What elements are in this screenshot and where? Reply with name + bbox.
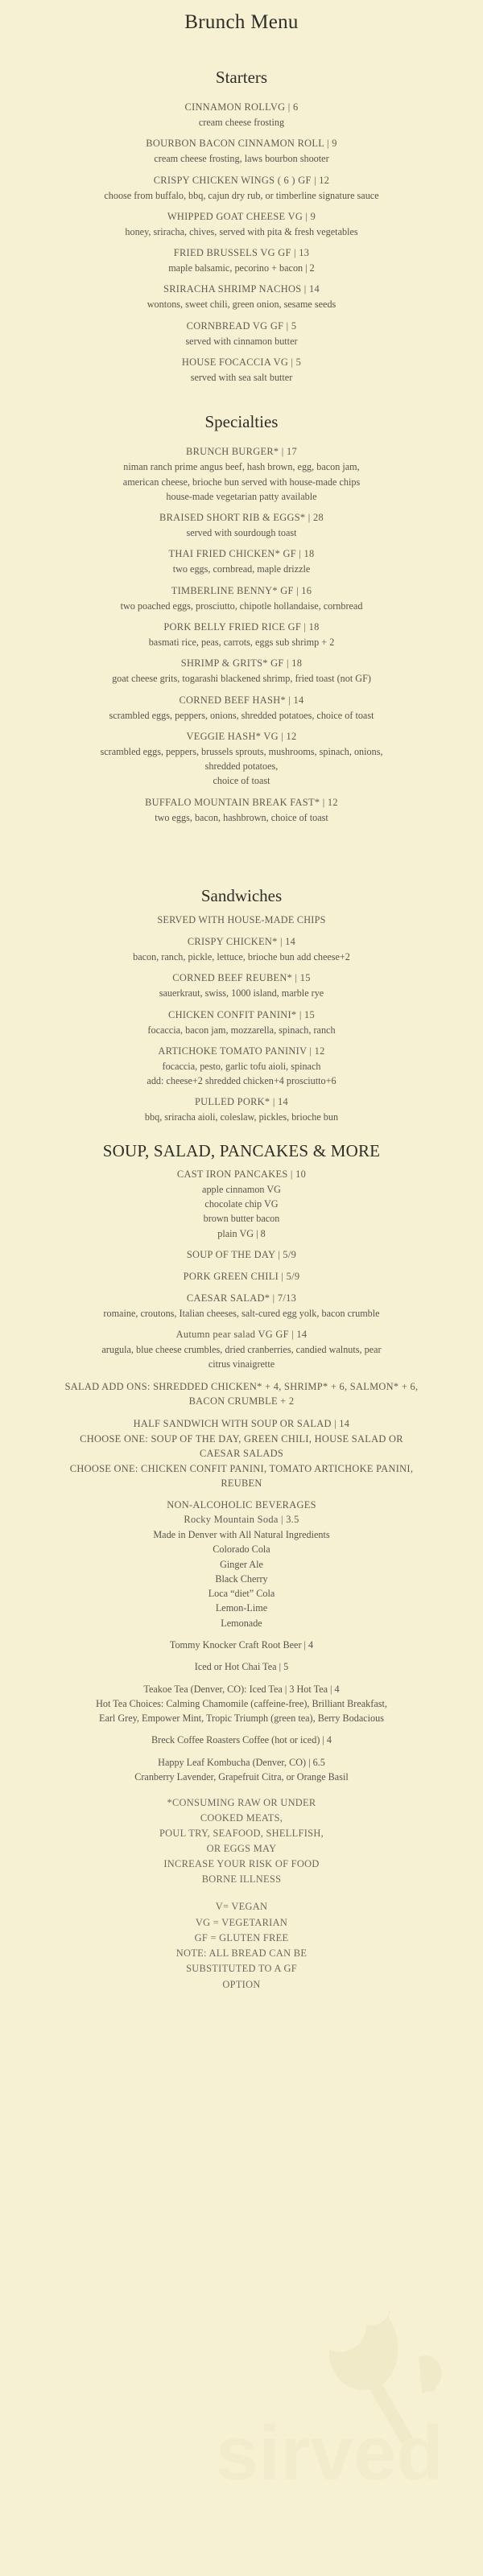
menu-item-desc: plain VG | 8 bbox=[217, 1227, 266, 1239]
half-sandwich-line: CHOOSE ONE: CHICKEN CONFIT PANINI, TOMATO ARTICHOKE PANINI, bbox=[69, 1462, 414, 1474]
section-beverages bbox=[0, 1491, 483, 1784]
menu-item-desc: chocolate chip VG bbox=[204, 1197, 279, 1210]
beverage-name: Teakoe Tea (Denver, CO): Iced Tea | 3 Hot Tea | 4 bbox=[143, 1683, 340, 1695]
beverage-desc: Loca “diet” Cola bbox=[208, 1588, 275, 1600]
beverage-desc: Cranberry Lavender, Grapefruit Citra, or Orange Basil bbox=[134, 1771, 349, 1783]
menu-item-desc: cream cheese frosting, laws bourbon shooter bbox=[154, 153, 329, 165]
menu-item bbox=[0, 613, 483, 649]
menu-item bbox=[0, 540, 483, 576]
menu-item bbox=[0, 789, 483, 825]
menu-item-name: VEGGIE HASH* VG | 12 bbox=[186, 730, 297, 742]
menu-item-desc: basmati rice, peas, carrots, eggs sub shrimp + 2 bbox=[148, 636, 335, 648]
menu-item bbox=[0, 1241, 483, 1263]
disclaimer-line: OR EGGS MAY bbox=[206, 1842, 277, 1854]
beverage-item bbox=[0, 1725, 483, 1747]
half-sandwich-line: REUBEN bbox=[221, 1478, 262, 1490]
section-heading-sandwiches: Sandwiches bbox=[200, 885, 283, 905]
legend-line: SUBSTITUTED TO A GF bbox=[186, 1963, 297, 1975]
menu-item bbox=[0, 438, 483, 504]
disclaimer-line: BORNE ILLNESS bbox=[201, 1873, 282, 1885]
menu-item bbox=[0, 1037, 483, 1089]
section-sandwiches bbox=[0, 859, 483, 1125]
menu-item-name: CORNED BEEF HASH* | 14 bbox=[179, 694, 304, 706]
section-subtitle-sandwiches: SERVED WITH HOUSE-MADE CHIPS bbox=[157, 913, 326, 925]
menu-item-desc: served with cinnamon butter bbox=[185, 335, 298, 347]
menu-item bbox=[0, 93, 483, 130]
beverage-item bbox=[0, 1652, 483, 1674]
menu-item-desc: add: cheese+2 shredded chicken+4 prosciutto+6 bbox=[147, 1075, 336, 1087]
menu-item-desc: brown butter bacon bbox=[203, 1213, 280, 1225]
menu-item-name: WHIPPED GOAT CHEESE VG | 9 bbox=[167, 210, 316, 222]
menu-item-name: FRIED BRUSSELS VG GF | 13 bbox=[173, 247, 310, 259]
menu-item-desc: choice of toast bbox=[213, 775, 270, 787]
menu-item-desc: sauerkraut, swiss, 1000 island, marble rye bbox=[159, 987, 324, 999]
salad-add-ons-line: BACON CRUMBLE + 2 bbox=[188, 1395, 295, 1408]
svg-text:sirved: sirved bbox=[216, 2410, 444, 2496]
menu-item-name: CHICKEN CONFIT PANINI* | 15 bbox=[168, 1008, 315, 1020]
half-sandwich-line: CAESAR SALADS bbox=[199, 1448, 284, 1460]
menu-item bbox=[0, 1001, 483, 1037]
half-sandwich-line: HALF SANDWICH WITH SOUP OR SALAD | 14 bbox=[133, 1417, 350, 1429]
menu-item bbox=[0, 275, 483, 311]
beverage-desc: Made in Denver with All Natural Ingredients bbox=[153, 1528, 330, 1540]
menu-item-desc: maple balsamic, pecorino + bacon | 2 bbox=[168, 262, 315, 274]
menu-item bbox=[0, 577, 483, 613]
menu-item-name: TIMBERLINE BENNY* GF | 16 bbox=[171, 584, 312, 596]
disclaimer-block bbox=[0, 1784, 483, 1886]
menu-item bbox=[0, 1284, 483, 1321]
menu-item-name: CAST IRON PANCAKES | 10 bbox=[176, 1168, 307, 1180]
salad-add-ons-line: SALAD ADD ONS: SHREDDED CHICKEN* + 4, SHRIMP* + 6, SALMON* + 6, bbox=[64, 1380, 419, 1392]
page-title: Brunch Menu bbox=[184, 11, 299, 33]
menu-item-desc: two eggs, cornbread, maple drizzle bbox=[172, 563, 311, 575]
menu-item bbox=[0, 649, 483, 686]
menu-item-name: PORK GREEN CHILI | 5/9 bbox=[183, 1270, 300, 1282]
menu-item bbox=[0, 723, 483, 789]
menu-item-desc: two eggs, bacon, hashbrown, choice of toast bbox=[155, 811, 328, 823]
sirved-watermark bbox=[216, 2310, 481, 2520]
menu-item-desc: choose from buffalo, bbq, cajun dry rub, or timberline signature sauce bbox=[104, 189, 379, 201]
disclaimer-line: COOKED MEATS, bbox=[200, 1812, 283, 1824]
menu-item bbox=[0, 1164, 483, 1241]
menu-item-name: CAESAR SALAD* | 7/13 bbox=[186, 1292, 297, 1304]
section-spacer bbox=[0, 825, 483, 859]
menu-item-name: CRISPY CHICKEN* | 14 bbox=[187, 935, 296, 947]
menu-item-desc: bacon, ranch, pickle, lettuce, brioche bun add cheese+2 bbox=[133, 950, 350, 962]
menu-item bbox=[0, 167, 483, 203]
section-heading-beverages: NON-ALCOHOLIC BEVERAGES bbox=[167, 1498, 316, 1511]
menu-item-desc: american cheese, brioche bun served with house-made chips bbox=[122, 476, 361, 488]
section-soup-salad-pancakes bbox=[0, 1125, 483, 1491]
section-heading-starters: Starters bbox=[215, 68, 268, 87]
disclaimer-line: POUL TRY, SEAFOOD, SHELLFISH, bbox=[159, 1828, 324, 1840]
section-specialties bbox=[0, 385, 483, 825]
beverage-name: Tommy Knocker Craft Root Beer | 4 bbox=[169, 1638, 314, 1651]
section-starters bbox=[0, 40, 483, 385]
menu-item-name: CINNAMON ROLLVG | 6 bbox=[184, 101, 299, 113]
menu-item-desc: cream cheese frosting bbox=[198, 116, 285, 128]
menu-item-name: PULLED PORK* | 14 bbox=[194, 1096, 288, 1108]
beverages-heading-wrap bbox=[0, 1491, 483, 1630]
menu-item-desc: focaccia, pesto, garlic tofu aioli, spinach bbox=[162, 1060, 321, 1072]
menu-item-desc: house-made vegetarian patty available bbox=[166, 490, 317, 502]
menu-item-desc: served with sourdough toast bbox=[186, 527, 297, 539]
menu-item-desc: niman ranch prime angus beef, hash brown, egg, bacon jam, bbox=[123, 461, 360, 473]
menu-item bbox=[0, 312, 483, 348]
menu-item-desc: served with sea salt butter bbox=[190, 371, 293, 383]
beverage-item bbox=[0, 1748, 483, 1785]
menu-item-desc: goat cheese grits, togarashi blackened shrimp, fried toast (not GF) bbox=[112, 673, 371, 685]
legend-line: V= VEGAN bbox=[215, 1901, 268, 1913]
menu-item bbox=[0, 964, 483, 1000]
beverage-desc: Colorado Cola bbox=[213, 1544, 270, 1556]
menu-item-name: CRISPY CHICKEN WINGS ( 6 ) GF | 12 bbox=[153, 174, 330, 186]
menu-item-desc: scrambled eggs, peppers, brussels sprouts, mushrooms, spinach, onions, bbox=[100, 745, 383, 757]
menu-item-desc: two poached eggs, prosciutto, chipotle hollandaise, cornbread bbox=[120, 600, 363, 612]
half-sandwich-line: CHOOSE ONE: SOUP OF THE DAY, GREEN CHILI, HOUSE SALAD OR bbox=[80, 1432, 403, 1445]
menu-item-name: HOUSE FOCACCIA VG | 5 bbox=[181, 356, 302, 368]
menu-item-name: ARTICHOKE TOMATO PANINIV | 12 bbox=[158, 1045, 325, 1057]
legend-line: OPTION bbox=[222, 1978, 261, 1990]
menu-item-name: CORNBREAD VG GF | 5 bbox=[186, 319, 297, 332]
legend-line: NOTE: ALL BREAD CAN BE bbox=[175, 1947, 308, 1960]
menu-item-name: SRIRACHA SHRIMP NACHOS | 14 bbox=[163, 283, 320, 295]
beverage-desc: Hot Tea Choices: Calming Chamomile (caffeine-free), Brilliant Breakfast, bbox=[96, 1697, 387, 1709]
menu-item-name: Autumn pear salad VG GF | 14 bbox=[175, 1329, 308, 1341]
beverage-name: Iced or Hot Chai Tea | 5 bbox=[194, 1661, 289, 1673]
menu-item-desc: wontons, sweet chili, green onion, sesame seeds bbox=[147, 299, 336, 311]
legend-line: VG = VEGETARIAN bbox=[195, 1916, 288, 1928]
menu-item bbox=[0, 504, 483, 540]
menu-item bbox=[0, 130, 483, 166]
menu-item-desc: shredded potatoes, bbox=[204, 760, 279, 773]
menu-item-name: BRAISED SHORT RIB & EGGS* | 28 bbox=[159, 512, 324, 524]
menu-item bbox=[0, 203, 483, 239]
menu-item-name: BOURBON BACON CINNAMON ROLL | 9 bbox=[146, 138, 337, 150]
menu-item bbox=[0, 1088, 483, 1124]
disclaimer-line: INCREASE YOUR RISK OF FOOD bbox=[163, 1857, 320, 1869]
beverage-desc: Lemon-Lime bbox=[215, 1602, 268, 1614]
menu-item-name: PORK BELLY FRIED RICE GF | 18 bbox=[163, 620, 320, 633]
menu-item-desc: citrus vinaigrette bbox=[208, 1358, 275, 1370]
half-sandwich-block bbox=[0, 1409, 483, 1491]
section-heading-specialties: Specialties bbox=[204, 412, 279, 432]
menu-item-name: THAI FRIED CHICKEN* GF | 18 bbox=[168, 548, 315, 560]
menu-item-desc: apple cinnamon VG bbox=[202, 1183, 281, 1195]
menu-item bbox=[0, 928, 483, 964]
beverage-desc: Ginger Ale bbox=[220, 1558, 263, 1570]
menu-item-desc: scrambled eggs, peppers, onions, shredded potatoes, choice of toast bbox=[109, 709, 374, 721]
menu-item-desc: honey, sriracha, chives, served with pita & fresh vegetables bbox=[125, 225, 358, 237]
beverage-name: Rocky Mountain Soda | 3.5 bbox=[184, 1513, 299, 1525]
menu-item bbox=[0, 1321, 483, 1372]
beverage-desc: Earl Grey, Empower Mint, Tropic Triumph (green tea), Berry Bodacious bbox=[99, 1713, 384, 1725]
menu-item-desc: focaccia, bacon jam, mozzarella, spinach, ranch bbox=[147, 1024, 336, 1036]
menu-item bbox=[0, 348, 483, 385]
section-heading-soup-salad-pancakes: SOUP, SALAD, PANCAKES & MORE bbox=[102, 1140, 381, 1160]
menu-item-name: CORNED BEEF REUBEN* | 15 bbox=[172, 972, 311, 984]
menu-item-name: BUFFALO MOUNTAIN BREAK FAST* | 12 bbox=[145, 796, 338, 808]
menu-item-name: SOUP OF THE DAY | 5/9 bbox=[186, 1248, 297, 1260]
menu-item bbox=[0, 239, 483, 275]
beverage-item bbox=[0, 1675, 483, 1726]
menu-item-name: BRUNCH BURGER* | 17 bbox=[186, 446, 297, 458]
legend-line: GF = GLUTEN FREE bbox=[194, 1931, 289, 1943]
menu-item-desc: bbq, sriracha aioli, coleslaw, pickles, brioche bun bbox=[144, 1111, 339, 1123]
beverage-name: Happy Leaf Kombucha (Denver, CO) | 6.5 bbox=[158, 1756, 325, 1768]
beverage-name: Breck Coffee Roasters Coffee (hot or iced) | 4 bbox=[151, 1734, 332, 1746]
menu-item-desc: arugula, blue cheese crumbles, dried cranberries, candied walnuts, pear bbox=[101, 1344, 382, 1356]
legend-block bbox=[0, 1886, 483, 1992]
beverage-item bbox=[0, 1630, 483, 1652]
menu-item bbox=[0, 686, 483, 723]
beverage-desc: Lemonade bbox=[221, 1617, 262, 1629]
disclaimer-line: *CONSUMING RAW OR UNDER bbox=[167, 1797, 316, 1809]
salad-add-ons-block bbox=[0, 1372, 483, 1409]
menu-item bbox=[0, 1263, 483, 1284]
menu-item-desc: romaine, croutons, Italian cheeses, salt-cured egg yolk, bacon crumble bbox=[103, 1307, 380, 1319]
menu-item-name: SHRIMP & GRITS* GF | 18 bbox=[180, 657, 303, 670]
beverage-desc: Black Cherry bbox=[215, 1572, 268, 1585]
